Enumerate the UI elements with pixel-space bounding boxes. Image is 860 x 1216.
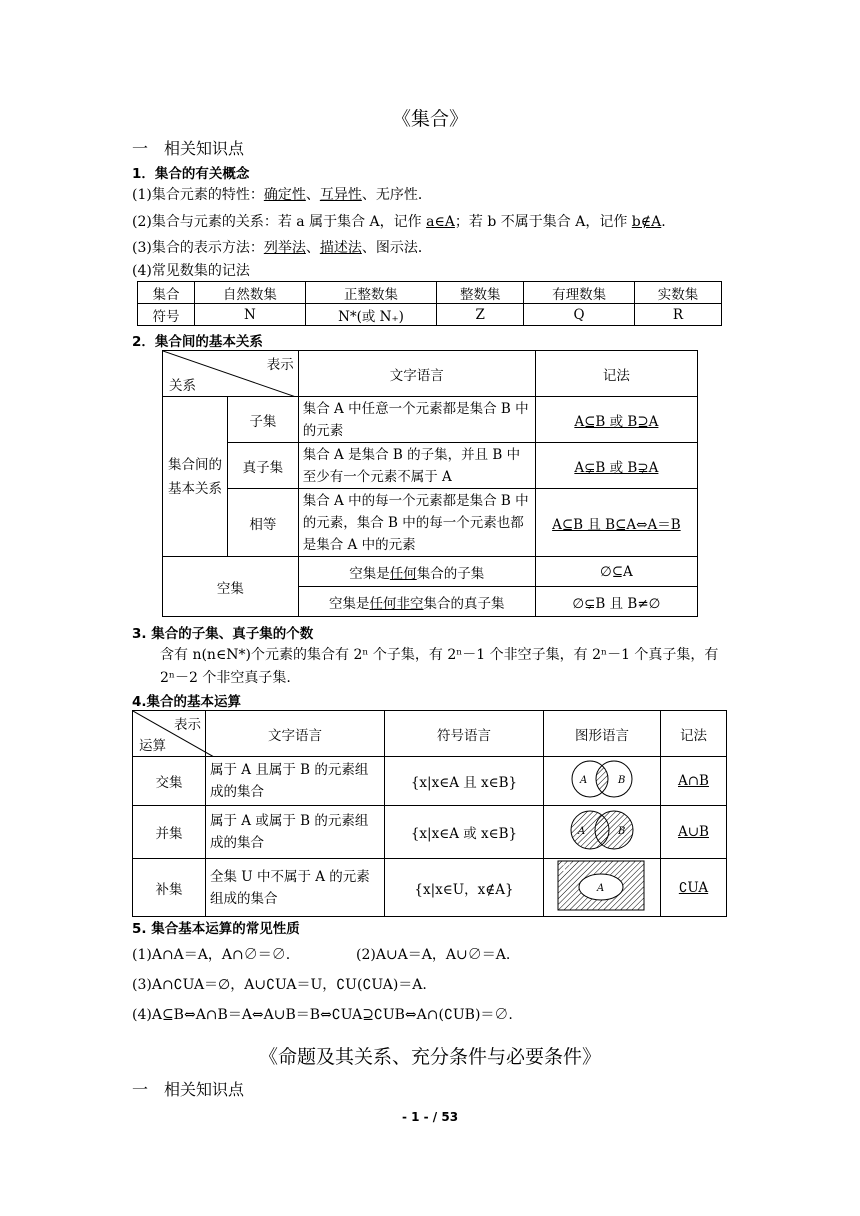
section-heading: 一 相关知识点 <box>132 139 245 158</box>
heading-subset-count: 3. 集合的子集、真子集的个数 <box>132 626 314 642</box>
group-label: 集合间的基本关系 <box>163 397 228 557</box>
para-number-sets: (4)常见数集的记法 <box>132 263 250 279</box>
table-cell: Q <box>524 304 635 326</box>
heading-concepts: 1．集合的有关概念 <box>132 166 250 182</box>
para-relation: (2)集合与元素的关系：若 a 属于集合 A，记作 a∈A；若 b 不属于集合 A，记作 b∉A. <box>132 214 666 230</box>
section-heading-2: 一 相关知识点 <box>132 1080 245 1099</box>
row-text: 属于 A 且属于 B 的元素组成的集合 <box>206 757 385 806</box>
para-subset-count-1: 含有 n(n∈N*)个元素的集合有 2ⁿ 个子集，有 2ⁿ－1 个非空子集，有 2ⁿ－1 个真子集，有 <box>160 647 719 663</box>
property-2: (2)A∪A＝A，A∪∅＝A. <box>356 947 511 963</box>
table-cell: 整数集 <box>437 282 524 304</box>
row-text: 全集 U 中不属于 A 的元素组成的集合 <box>206 859 385 917</box>
relations-table <box>162 350 698 617</box>
row-text: 集合 A 中任意一个元素都是集合 B 中的元素 <box>298 397 535 443</box>
row-note: ∅⊆A <box>535 557 697 587</box>
diag-label-top: 表示 <box>266 357 294 373</box>
row-note: A∩B <box>661 757 727 806</box>
row-note: ∁UA <box>661 859 727 917</box>
row-symbol: {x|x∈U，x∉A} <box>385 859 544 917</box>
row-note: A⊊B 或 B⊋A <box>535 443 697 489</box>
row-symbol: {x|x∈A 或 x∈B} <box>385 806 544 859</box>
table-cell: 正整数集 <box>305 282 437 304</box>
operations-table <box>132 710 727 917</box>
number-set-table <box>137 281 722 326</box>
row-name: 相等 <box>228 489 299 557</box>
venn-cell <box>544 806 661 859</box>
row-name: 并集 <box>133 806 206 859</box>
col-header-note: 记法 <box>535 351 697 397</box>
diagonal-header-cell <box>133 711 206 757</box>
heading-relations: 2．集合间的基本关系 <box>132 334 263 350</box>
intersection-venn-diagram <box>552 757 652 801</box>
row-symbol: {x|x∈A 且 x∈B} <box>385 757 544 806</box>
row-note: A⊆B 且 B⊆A⇔A＝B <box>535 489 697 557</box>
union-venn-diagram <box>552 807 652 853</box>
para-representation: (3)集合的表示方法：列举法、描述法、图示法． <box>132 240 432 256</box>
row-note: ∅⊊B 且 B≠∅ <box>535 587 697 617</box>
venn-label-a: A <box>580 775 588 786</box>
para-characteristics: (1)集合元素的特性：确定性、互异性、无序性． <box>132 187 432 203</box>
venn-label-u: U <box>562 863 571 875</box>
diag-label-bottom: 运算 <box>139 738 166 754</box>
row-note: A⊆B 或 B⊇A <box>535 397 697 443</box>
venn-label-a: A <box>597 882 605 894</box>
diagonal-header-cell <box>163 351 299 397</box>
diag-label-bottom: 关系 <box>169 378 196 394</box>
row-text: 属于 A 或属于 B 的元素组成的集合 <box>206 806 385 859</box>
col-header: 文字语言 <box>206 711 385 757</box>
venn-cell <box>544 859 661 917</box>
para-subset-count-2: 2ⁿ－2 个非空真子集. <box>160 670 291 686</box>
row-text: 空集是任何集合的子集 <box>298 557 535 587</box>
row-text: 空集是任何非空集合的真子集 <box>298 587 535 617</box>
row-text: 集合 A 中的每一个元素都是集合 B 中的元素，集合 B 中的每一个元素也都是集合 A 中的元素 <box>298 489 535 557</box>
table-cell: 集合 <box>138 282 195 304</box>
row-text: 集合 A 是集合 B 的子集，并且 B 中至少有一个元素不属于 A <box>298 443 535 489</box>
col-header-text: 文字语言 <box>298 351 535 397</box>
table-cell: R <box>634 304 721 326</box>
table-cell: 有理数集 <box>524 282 635 304</box>
venn-label-a: A <box>578 826 586 837</box>
row-name: 子集 <box>228 397 299 443</box>
table-cell: 符号 <box>138 304 195 326</box>
complement-venn-diagram <box>557 860 647 912</box>
property-3: (3)A∩∁UA＝∅，A∪∁UA＝U，∁U(∁UA)＝A. <box>132 977 427 993</box>
property-4: (4)A⊆B⇔A∩B＝A⇔A∪B＝B⇔∁UA⊇∁UB⇔A∩(∁UB)＝∅. <box>132 1007 513 1023</box>
page-number: - 1 - / 53 <box>401 1110 459 1124</box>
table-cell: 实数集 <box>634 282 721 304</box>
table-cell: Z <box>437 304 524 326</box>
title-propositions: 《命题及其关系、充分条件与必要条件》 <box>258 1046 601 1068</box>
venn-label-b: B <box>618 775 626 786</box>
heading-properties: 5. 集合基本运算的常见性质 <box>132 921 300 937</box>
heading-operations: 4.集合的基本运算 <box>132 694 242 710</box>
col-header: 符号语言 <box>385 711 544 757</box>
table-cell: 自然数集 <box>195 282 306 304</box>
table-cell: N*(或 N₊) <box>305 304 437 326</box>
venn-label-b: B <box>618 826 626 837</box>
row-name: 真子集 <box>228 443 299 489</box>
row-name: 交集 <box>133 757 206 806</box>
property-1: (1)A∩A＝A，A∩∅＝∅. <box>132 947 291 963</box>
table-cell: N <box>195 304 306 326</box>
col-header: 图形语言 <box>544 711 661 757</box>
venn-cell <box>544 757 661 806</box>
row-note: A∪B <box>661 806 727 859</box>
title-sets: 《集合》 <box>391 108 468 130</box>
empty-set-label: 空集 <box>163 557 299 617</box>
col-header: 记法 <box>661 711 727 757</box>
diag-label-top: 表示 <box>174 717 201 733</box>
row-name: 补集 <box>133 859 206 917</box>
